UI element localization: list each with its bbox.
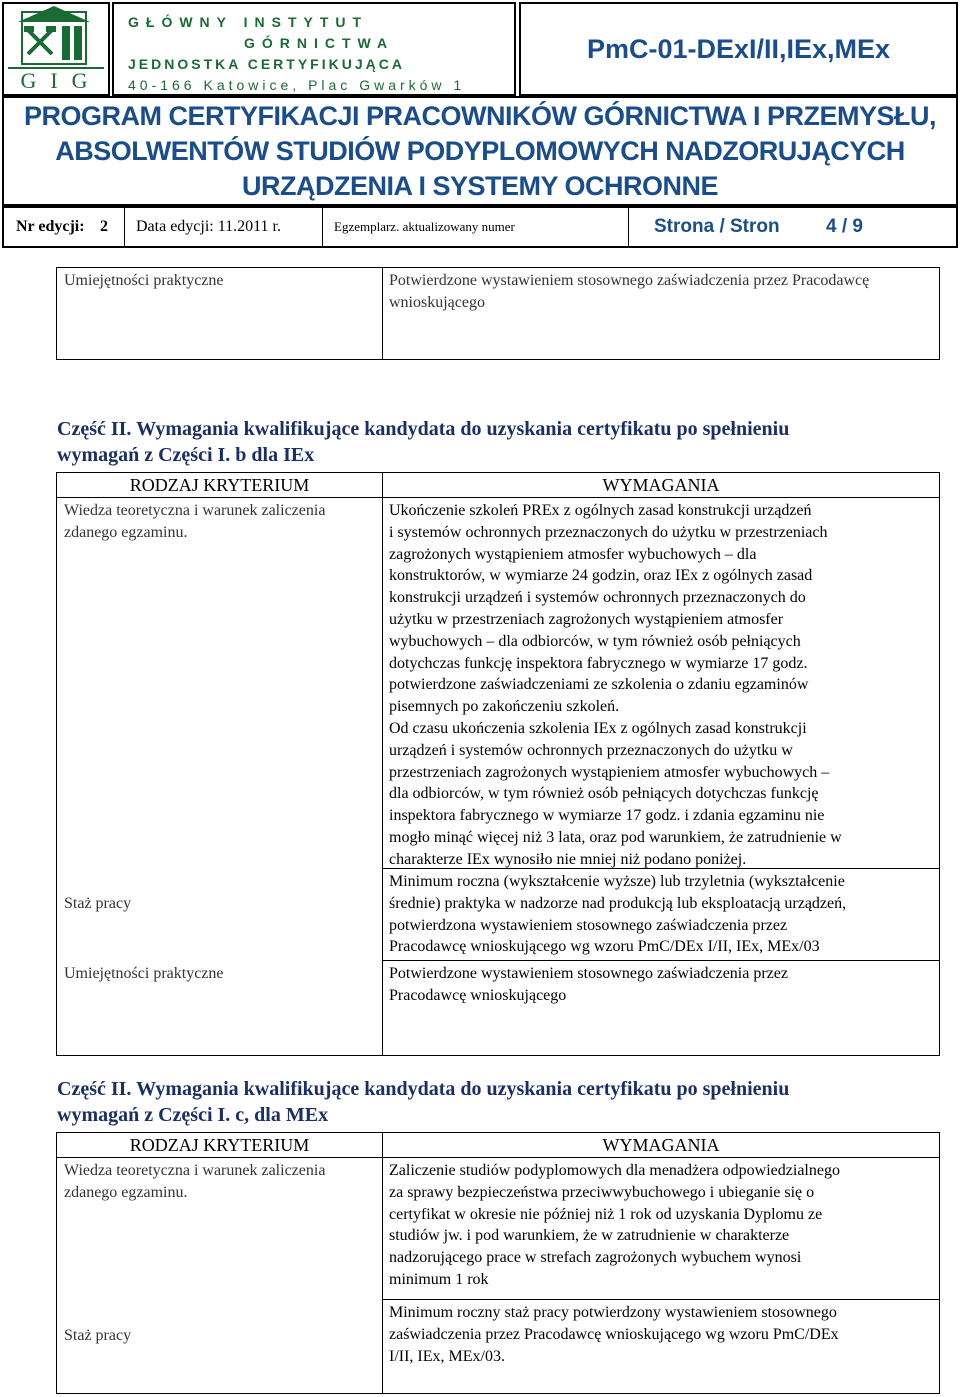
column-divider [382, 1133, 383, 1393]
column-divider [382, 268, 383, 359]
requirement-line: studiów jw. i pod warunkiem, że w zatrudnienie w charakterze [389, 1227, 790, 1245]
requirement-line: wybuchowych – dla odbiorców, w tym również osób pełniących [389, 632, 801, 650]
row-divider [382, 960, 939, 961]
requirement-line: dla odbiorców, w tym również osób pełniących dotychczas funkcję [389, 785, 819, 803]
logo-box [2, 2, 110, 96]
column-header-requirements: WYMAGANIA [602, 1135, 720, 1155]
institute-name-line2: GÓRNICTWA [244, 35, 395, 51]
program-title-box [2, 96, 958, 206]
requirement-line: Pracodawcę wnioskującego wg wzoru PmC/DEx I/II, IEx, MEx/03 [389, 938, 820, 956]
section-b-heading-line2: wymagań z Części I. b dla IEx [57, 444, 315, 466]
edition-number: 2 [100, 218, 108, 235]
copy-note: Egzemplarz. aktualizowany numer [334, 219, 515, 234]
criterion-experience: Staż pracy [64, 895, 132, 912]
column-header-criterion: RODZAJ KRYTERIUM [129, 475, 310, 495]
program-title-line1: PROGRAM CERTYFIKACJI PRACOWNIKÓW GÓRNICTWA I PRZEMYSŁU, [24, 101, 936, 131]
requirement-line: potwierdzone zaświadczeniami ze szkolenia o zdaniu egzaminów [389, 676, 809, 694]
requirement-line: pisemnych po zakończeniu szkoleń. [389, 698, 620, 716]
requirement-knowledge [389, 500, 937, 871]
row-divider [382, 1299, 939, 1300]
criterion-cell: Umiejętności praktyczne [64, 272, 224, 289]
requirement-practical-skills [389, 963, 937, 1007]
requirement-line: minimum 1 rok [389, 1270, 489, 1288]
criterion-knowledge: Wiedza teoretyczna i warunek zaliczenia zdanego egzaminu. [64, 502, 326, 541]
document-code: PmC-01-DExI/II,IEx,MEx [586, 34, 891, 64]
logo-text: GIG [20, 68, 102, 93]
requirement-line: Minimum roczny staż pracy potwierdzony wystawieniem stosownego [389, 1304, 837, 1321]
section-b-table [56, 472, 940, 1056]
requirement-line: dotychczas funkcję inspektora fabrycznego w wymiarze 17 godz. [389, 654, 808, 672]
requirement-line: za sprawy bezpieczeństwa przeciwwybuchowego i ubieganie się o [389, 1183, 815, 1201]
requirement-line: certyfikat w okresie nie później niż 1 rok od uzyskania Dyplomu ze [389, 1205, 823, 1223]
requirement-line: Zaliczenie studiów podyplomowych dla menadżera odpowiedzialnego [389, 1162, 840, 1179]
requirement-line: I/II, IEx, MEx/03. [389, 1347, 505, 1365]
column-header-requirements: WYMAGANIA [602, 475, 720, 495]
criterion-experience: Staż pracy [64, 1327, 132, 1344]
requirement-line: inspektora fabrycznego w wymiarze 17 godz. i zdania egzaminu nie [389, 807, 825, 825]
requirement-line: charakterze IEx wynosiło nie mniej niż podano poniżej. [389, 850, 747, 868]
requirement-line: Minimum roczna (wykształcenie wyższe) lub trzyletnia (wykształcenie [389, 873, 845, 890]
requirement-line: Ukończenie szkoleń PREx z ogólnych zasad konstrukcji urządzeń [389, 502, 812, 519]
requirement-line: konstruktorów, w wymiarze 24 godzin, oraz IEx z ogólnych zasad [389, 567, 813, 585]
divider [628, 208, 629, 246]
program-title-line3: URZĄDZENIA I SYSTEMY OCHRONNE [241, 171, 719, 201]
requirement-line: Potwierdzone wystawieniem stosownego zaświadczenia przez [389, 965, 788, 982]
edition-date: Data edycji: 11.2011 r. [136, 218, 281, 235]
header-divider [57, 497, 939, 498]
institute-box [112, 2, 516, 96]
requirement-line: urządzeń i systemów ochronnych przeznaczonych do użytku w [389, 741, 793, 759]
section-c-heading-line1: Część II. Wymagania kwalifikujące kandydata do uzyskania certyfikatu po spełnieniu [57, 1078, 790, 1100]
section-c-heading-line2: wymagań z Części I. c, dla MEx [57, 1104, 329, 1126]
requirement-line: Od czasu ukończenia szkolenia IEx z ogólnych zasad konstrukcji [389, 719, 807, 737]
requirement-line: przestrzeniach zagrożonych wystąpieniem atmosfer wybuchowych – [389, 763, 830, 781]
column-header-criterion: RODZAJ KRYTERIUM [129, 1135, 310, 1155]
requirement-line: średnie) praktyka w nadzorze nad produkcją lub eksploatacją urządzeń, [389, 894, 847, 912]
edition-meta-box [2, 206, 958, 248]
requirement-line: mogło minąć więcej niż 3 lata, oraz pod warunkiem, że zatrudnienie w [389, 828, 842, 846]
requirement-line: konstrukcji urządzeń i systemów ochronnych przeznaczonych do [389, 589, 806, 607]
certifying-unit-line: JEDNOSTKA CERTYFIKUJĄCA [128, 56, 405, 72]
criterion-practical-skills: Umiejętności praktyczne [64, 965, 224, 982]
requirement-cell: Potwierdzone wystawieniem stosownego zaświadczenia przez Pracodawcę wnioskującego [389, 272, 870, 311]
program-title-line2: ABSOLWENTÓW STUDIÓW PODYPLOMOWYCH NADZORUJĄCYCH [55, 136, 905, 166]
requirement-line: zagrożonych wystąpieniem atmosfer wybuchowych – dla [389, 545, 757, 563]
institute-name-line1: GŁÓWNY INSTYTUT [128, 14, 369, 30]
requirement-knowledge [389, 1160, 937, 1291]
address-line: 40-166 Katowice, Plac Gwarków 1 [128, 77, 466, 93]
page-label: Strona / Stron [654, 216, 780, 237]
criterion-knowledge: Wiedza teoretyczna i warunek zaliczenia zdanego egzaminu. [64, 1162, 326, 1201]
requirement-line: Pracodawcę wnioskującego [389, 986, 567, 1004]
edition-label: Nr edycji: [16, 218, 85, 235]
requirement-line: i systemów ochronnych przeznaczonych do użytku w przestrzeniach [389, 523, 828, 541]
requirement-line: użytku w przestrzeniach zagrożonych wystąpieniem atmosfer [389, 610, 784, 628]
document-code-box [519, 2, 958, 96]
section-b-heading-line1: Część II. Wymagania kwalifikujące kandydata do uzyskania certyfikatu po spełnieniu [57, 418, 790, 440]
page-value: 4 / 9 [826, 216, 863, 237]
requirement-line: zaświadczenia przez Pracodawcę wnioskującego wg wzoru PmC/DEx [389, 1325, 839, 1343]
practical-skills-table [56, 267, 940, 360]
section-c-table [56, 1132, 940, 1394]
requirement-experience [389, 871, 937, 958]
requirement-experience [389, 1302, 937, 1367]
divider [322, 208, 323, 246]
column-divider [382, 473, 383, 1055]
requirement-line: nadzorującego prace w strefach zagrożonych wybuchem wynosi [389, 1249, 802, 1267]
divider [124, 208, 125, 246]
header-divider [57, 1157, 939, 1158]
requirement-line: potwierdzona wystawieniem stosownego zaświadczenia przez [389, 916, 788, 934]
